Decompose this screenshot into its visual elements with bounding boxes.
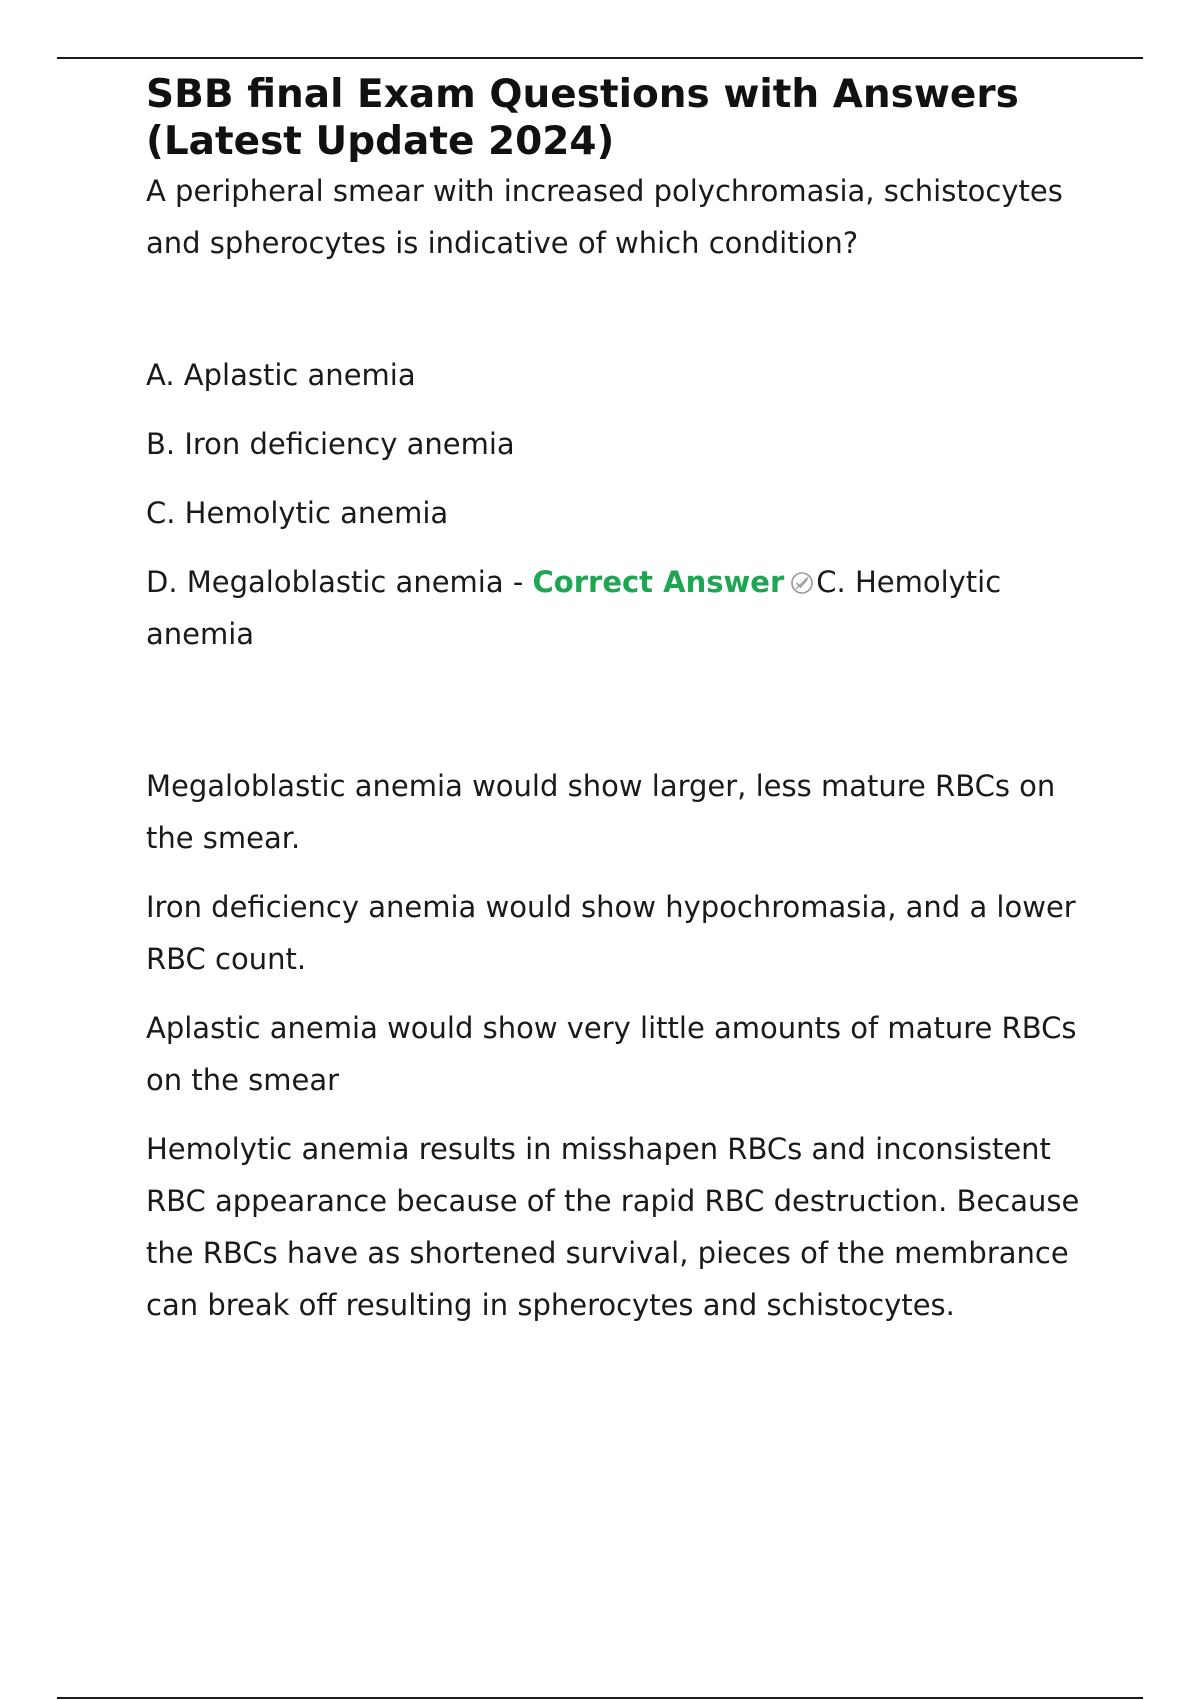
- correct-answer-text: C. Hemolytic anemia: [146, 565, 1002, 651]
- option-d-text: D. Megaloblastic anemia -: [146, 565, 533, 599]
- option-a: A. Aplastic anemia: [146, 358, 416, 392]
- question-text: A peripheral smear with increased polychromasia, schistocytes and spherocytes is indicative of which condition?: [146, 174, 1063, 260]
- option-b: B. Iron deficiency anemia: [146, 427, 515, 461]
- explanation-hemolytic: Hemolytic anemia results in misshapen RBCs and inconsistent RBC appearance because of the rapid RBC destruction. Because the RBCs have as shortened survival, pieces of the membrance can break off resulting in spherocytes and schistocytes.: [146, 1132, 1080, 1322]
- answer-options: [146, 349, 1106, 660]
- check-circle-icon: [790, 559, 814, 583]
- explanations: [146, 760, 1106, 1331]
- correct-answer-label: Correct Answer: [532, 565, 785, 599]
- option-c: C. Hemolytic anemia: [146, 496, 449, 530]
- top-divider: [57, 57, 1143, 59]
- option-d: [146, 556, 1106, 660]
- document-title: SBB final Exam Questions with Answers (Latest Update 2024): [146, 72, 1019, 164]
- bottom-divider: [57, 1697, 1143, 1699]
- explanation-aplastic: Aplastic anemia would show very little amounts of mature RBCs on the smear: [146, 1011, 1077, 1097]
- explanation-iron-deficiency: Iron deficiency anemia would show hypochromasia, and a lower RBC count.: [146, 890, 1076, 976]
- explanation-megaloblastic: Megaloblastic anemia would show larger, less mature RBCs on the smear.: [146, 769, 1056, 855]
- document-body: [146, 71, 1106, 1348]
